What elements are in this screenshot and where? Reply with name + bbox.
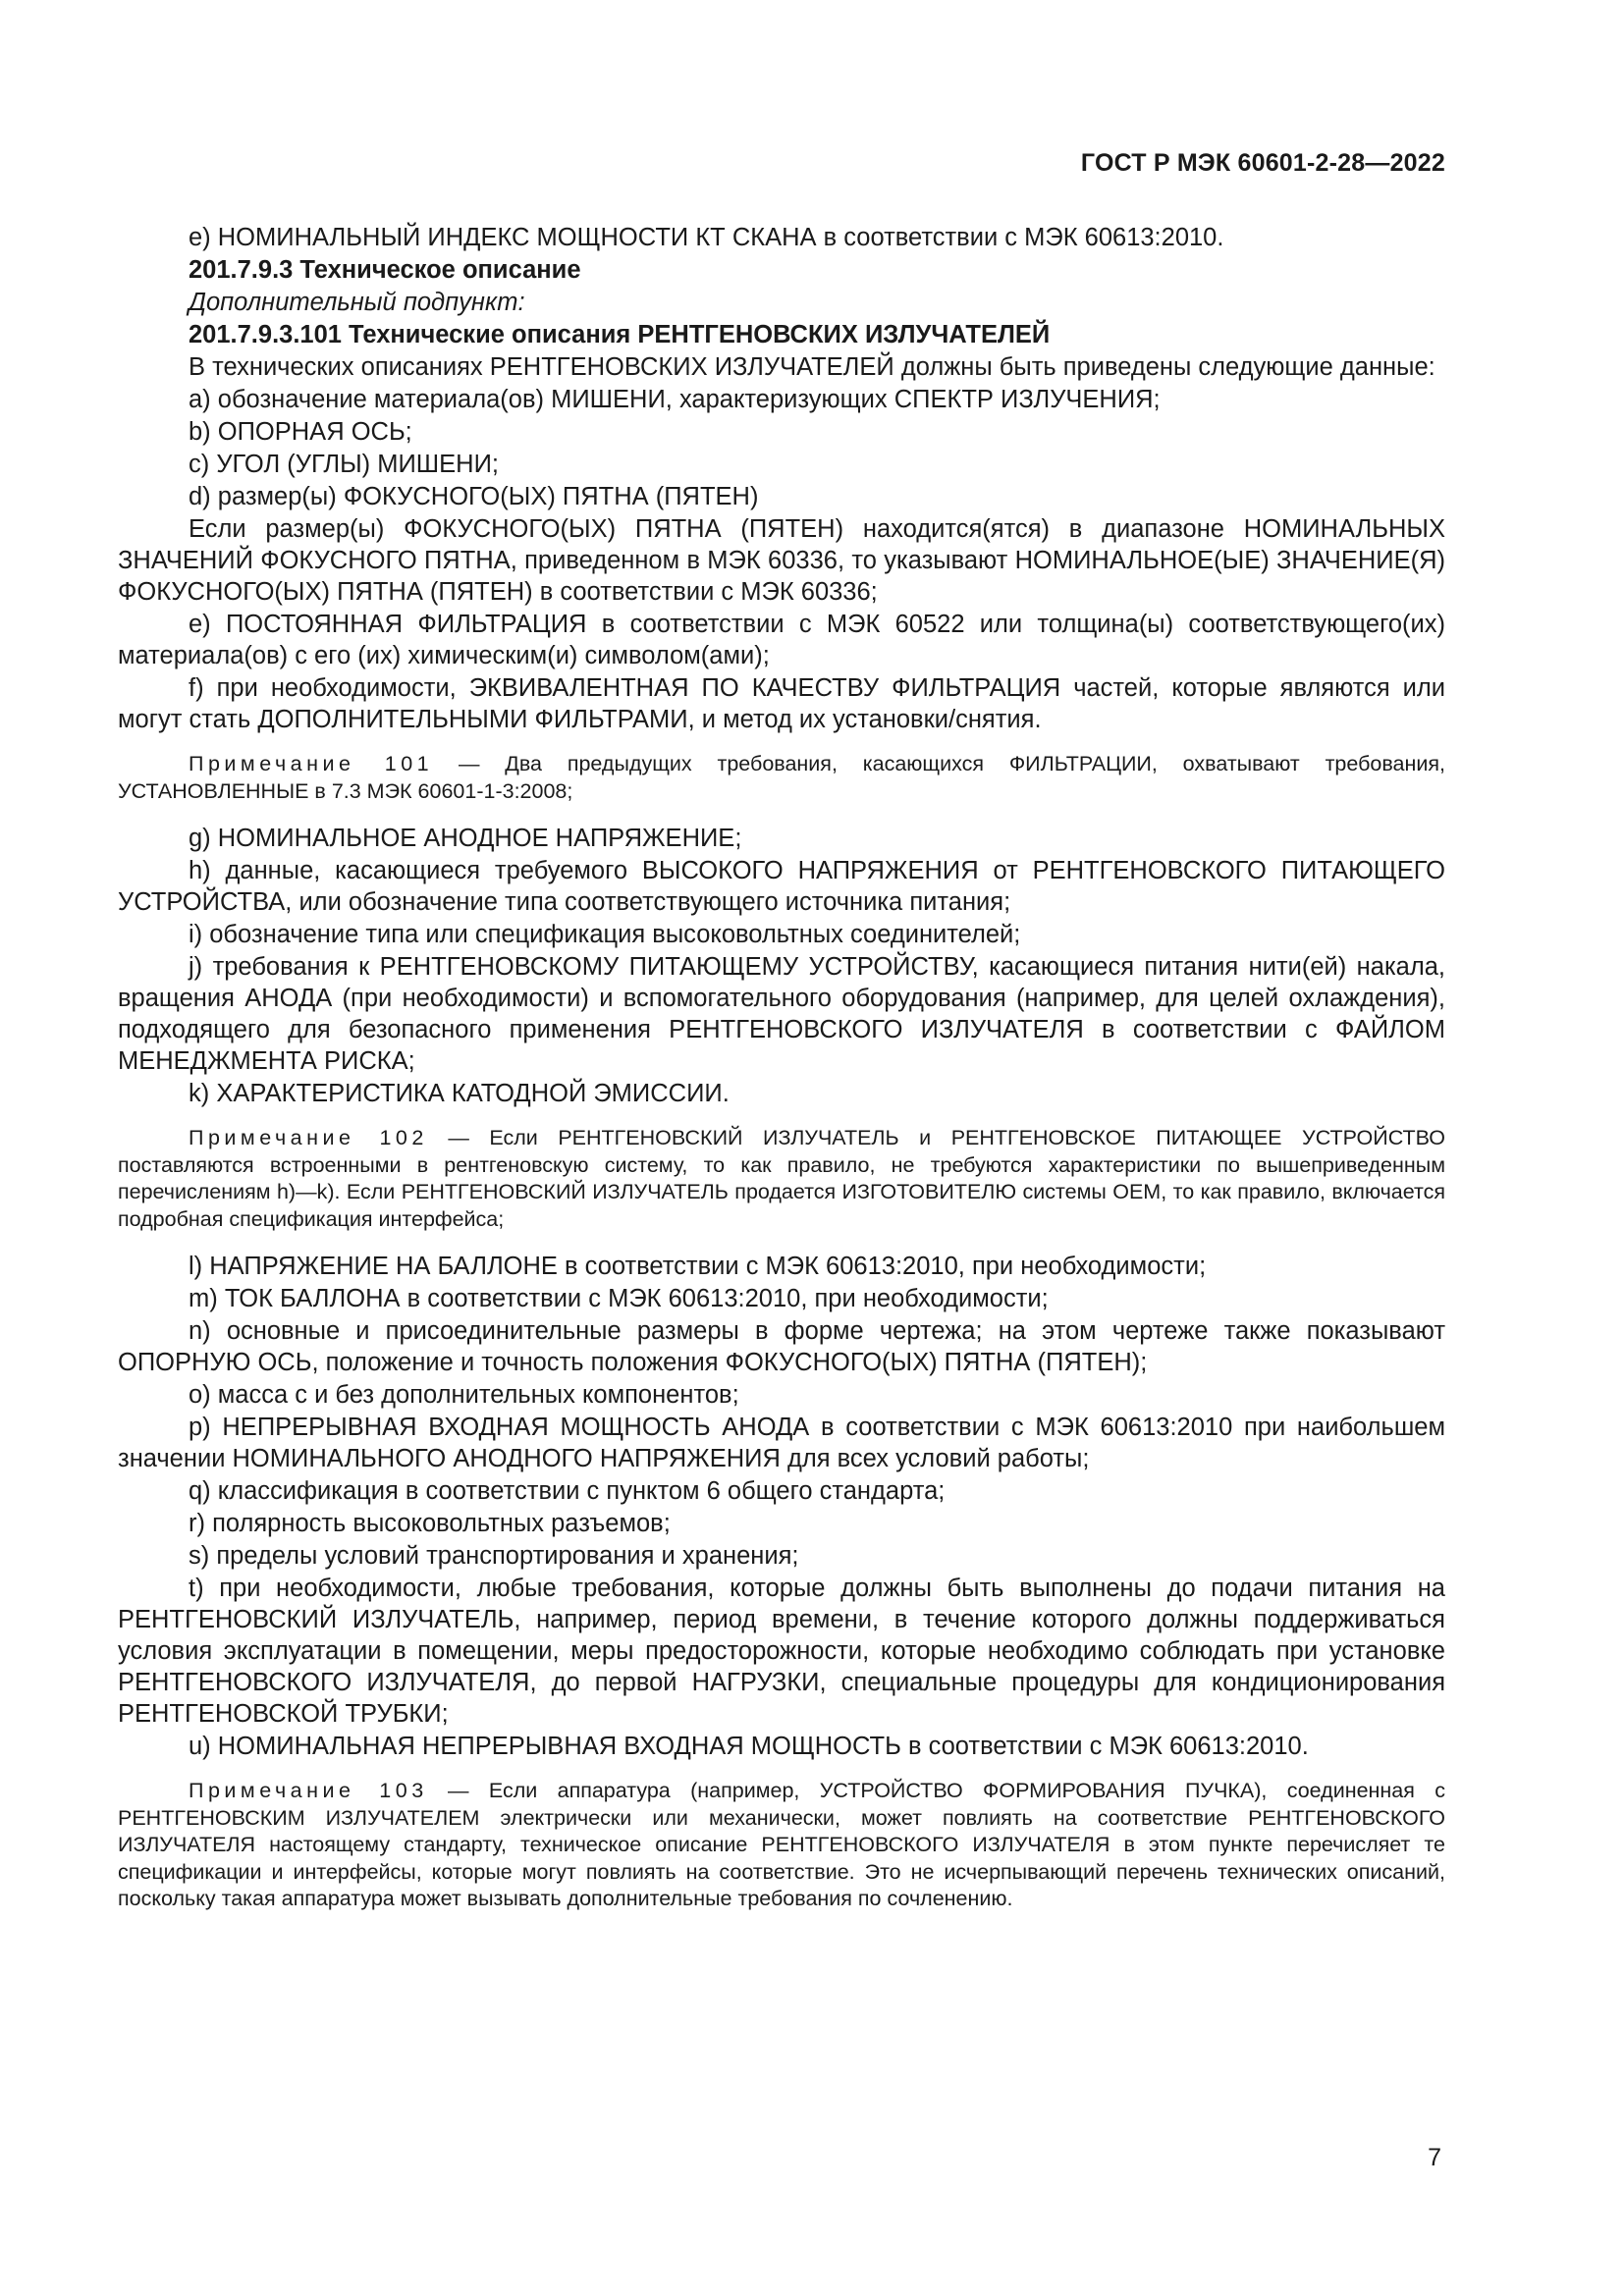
list-item-u: u) НОМИНАЛЬНАЯ НЕПРЕРЫВНАЯ ВХОДНАЯ МОЩНОСТЬ в соответствии с МЭК 60613:2010. (189, 1733, 1309, 1760)
list-item-n: n) основные и присоединительные размеры в форме чертежа; на этом чертеже также показывают ОПОРНУЮ ОСЬ, положение и точность положения ФОКУСНОГО(ЫХ) ПЯТНА (ПЯТЕН); (118, 1317, 1445, 1376)
list-item-s: s) пределы условий транспортирования и хранения; (189, 1542, 799, 1570)
list-item-d: d) размер(ы) ФОКУСНОГО(ЫХ) ПЯТНА (ПЯТЕН) (189, 483, 759, 510)
list-item-e: e) ПОСТОЯННАЯ ФИЛЬТРАЦИЯ в соответствии с МЭК 60522 или толщина(ы) соответствующего(их) материала(ов) с его (их) химическим(и) символом(ами); (118, 611, 1445, 669)
list-item-k: k) ХАРАКТЕРИСТИКА КАТОДНОЙ ЭМИССИИ. (189, 1080, 730, 1107)
subclause-heading: 201.7.9.3.101 Технические описания РЕНТГЕНОВСКИХ ИЗЛУЧАТЕЛЕЙ (189, 321, 1051, 348)
note-101-label: Примечание 101 (189, 752, 434, 775)
list-item-o: o) масса с и без дополнительных компонентов; (189, 1381, 739, 1409)
focal-spot-paragraph: Если размер(ы) ФОКУСНОГО(ЫХ) ПЯТНА (ПЯТЕН) находится(ятся) в диапазоне НОМИНАЛЬНЫХ ЗНАЧЕНИЙ ФОКУСНОГО ПЯТНА, приведенном в МЭК 60336, то указывают НОМИНАЛЬНОЕ(ЫЕ) ЗНАЧЕНИЕ(Я) ФОКУСНОГО(ЫХ) ПЯТНА (ПЯТЕН) в соответствии с МЭК 60336; (118, 515, 1445, 606)
document-body (118, 222, 1445, 1931)
list-item-p: p) НЕПРЕРЫВНАЯ ВХОДНАЯ МОЩНОСТЬ АНОДА в соответствии с МЭК 60613:2010 при наибольшем значении НОМИНАЛЬНОГО АНОДНОГО НАПРЯЖЕНИЯ для всех условий работы; (118, 1414, 1445, 1472)
note-101-text: — Два предыдущих требования, касающихся ФИЛЬТРАЦИИ, охватывают требования, УСТАНОВЛЕННЫЕ в 7.3 МЭК 60601-1-3:2008; (118, 752, 1446, 803)
note-103-label: Примечание 103 (189, 1779, 428, 1802)
note-101 (118, 751, 1445, 805)
list-item-g: g) НОМИНАЛЬНОЕ АНОДНОЕ НАПРЯЖЕНИЕ; (189, 825, 742, 852)
section-heading: 201.7.9.3 Техническое описание (189, 256, 581, 284)
list-item-b: b) ОПОРНАЯ ОСЬ; (189, 418, 412, 446)
intro-paragraph: В технических описаниях РЕНТГЕНОВСКИХ ИЗЛУЧАТЕЛЕЙ должны быть приведены следующие данные: (189, 353, 1435, 381)
list-item-h: h) данные, касающиеся требуемого ВЫСОКОГО НАПРЯЖЕНИЯ от РЕНТГЕНОВСКОГО ПИТАЮЩЕГО УСТРОЙСТВА, или обозначение типа соответствующего источника питания; (118, 857, 1445, 916)
list-item-i: i) обозначение типа или спецификация высоковольтных соединителей; (189, 921, 1021, 948)
list-item-f: f) при необходимости, ЭКВИВАЛЕНТНАЯ ПО КАЧЕСТВУ ФИЛЬТРАЦИЯ частей, которые являются или могут стать ДОПОЛНИТЕЛЬНЫМИ ФИЛЬТРАМИ, и метод их установки/снятия. (118, 674, 1445, 733)
list-item-r: r) полярность высоковольтных разъемов; (189, 1510, 671, 1537)
page-number: 7 (1428, 2144, 1441, 2171)
note-102-label: Примечание 102 (189, 1126, 428, 1149)
note-103 (118, 1778, 1445, 1913)
list-item-t: t) при необходимости, любые требования, которые должны быть выполнены до подачи питания на РЕНТГЕНОВСКИЙ ИЗЛУЧАТЕЛЬ, например, период времени, в течение которого должны поддерживаться условия эксплуатации в помещении, меры предосторожности, которые необходимо соблюдать при установке РЕНТГЕНОВСКОГО ИЗЛУЧАТЕЛЯ, до первой НАГРУЗКИ, специальные процедуры для кондиционирования РЕНТГЕНОВСКОЙ ТРУБКИ; (118, 1575, 1445, 1728)
list-item-j: j) требования к РЕНТГЕНОВСКОМУ ПИТАЮЩЕМУ УСТРОЙСТВУ, касающиеся питания нити(ей) накала, вращения АНОДА (при необходимости) и вспомогательного оборудования (например, для целей охлаждения), подходящего для безопасного применения РЕНТГЕНОВСКОГО ИЗЛУЧАТЕЛЯ в соответствии с ФАЙЛОМ МЕНЕДЖМЕНТА РИСКА; (118, 953, 1445, 1075)
item-e-ct: e) НОМИНАЛЬНЫЙ ИНДЕКС МОЩНОСТИ КТ СКАНА в соответствии с МЭК 60613:2010. (189, 224, 1224, 251)
list-item-a: a) обозначение материала(ов) МИШЕНИ, характеризующих СПЕКТР ИЗЛУЧЕНИЯ; (189, 386, 1161, 413)
note-102-text: — Если РЕНТГЕНОВСКИЙ ИЗЛУЧАТЕЛЬ и РЕНТГЕНОВСКОЕ ПИТАЮЩЕЕ УСТРОЙСТВО поставляются встроенными в рентгеновскую систему, то как правило, не требуются характеристики по вышеприведенным перечислениям h)—k). Если РЕНТГЕНОВСКИЙ ИЗЛУЧАТЕЛЬ продается ИЗГОТОВИТЕЛЮ системы ОЕМ, то как правило, включается подробная спецификация интерфейса; (118, 1126, 1445, 1231)
note-102 (118, 1125, 1445, 1233)
list-item-m: m) ТОК БАЛЛОНА в соответствии с МЭК 60613:2010, при необходимости; (189, 1285, 1049, 1312)
list-item-l: l) НАПРЯЖЕНИЕ НА БАЛЛОНЕ в соответствии с МЭК 60613:2010, при необходимости; (189, 1253, 1207, 1280)
standard-designation: ГОСТ Р МЭК 60601-2-28—2022 (1080, 149, 1445, 177)
note-103-text: — Если аппаратура (например, УСТРОЙСТВО ФОРМИРОВАНИЯ ПУЧКА), соединенная с РЕНТГЕНОВСКИМ ИЗЛУЧАТЕЛЕМ электрически или механически, может повлиять на соответствие РЕНТГЕНОВСКОГО ИЗЛУЧАТЕЛЯ настоящему стандарту, техническое описание РЕНТГЕНОВСКОГО ИЗЛУЧАТЕЛЯ в этом пункте перечисляет те спецификации и интерфейсы, которые могут повлиять на соответствие. Это не исчерпывающий перечень технических описаний, поскольку такая аппаратура может вызывать дополнительные требования по сочленению. (118, 1779, 1445, 1910)
list-item-c: c) УГОЛ (УГЛЫ) МИШЕНИ; (189, 451, 499, 478)
list-item-q: q) классификация в соответствии с пунктом 6 общего стандарта; (189, 1477, 946, 1505)
subclause-label: Дополнительный подпункт: (189, 289, 525, 316)
